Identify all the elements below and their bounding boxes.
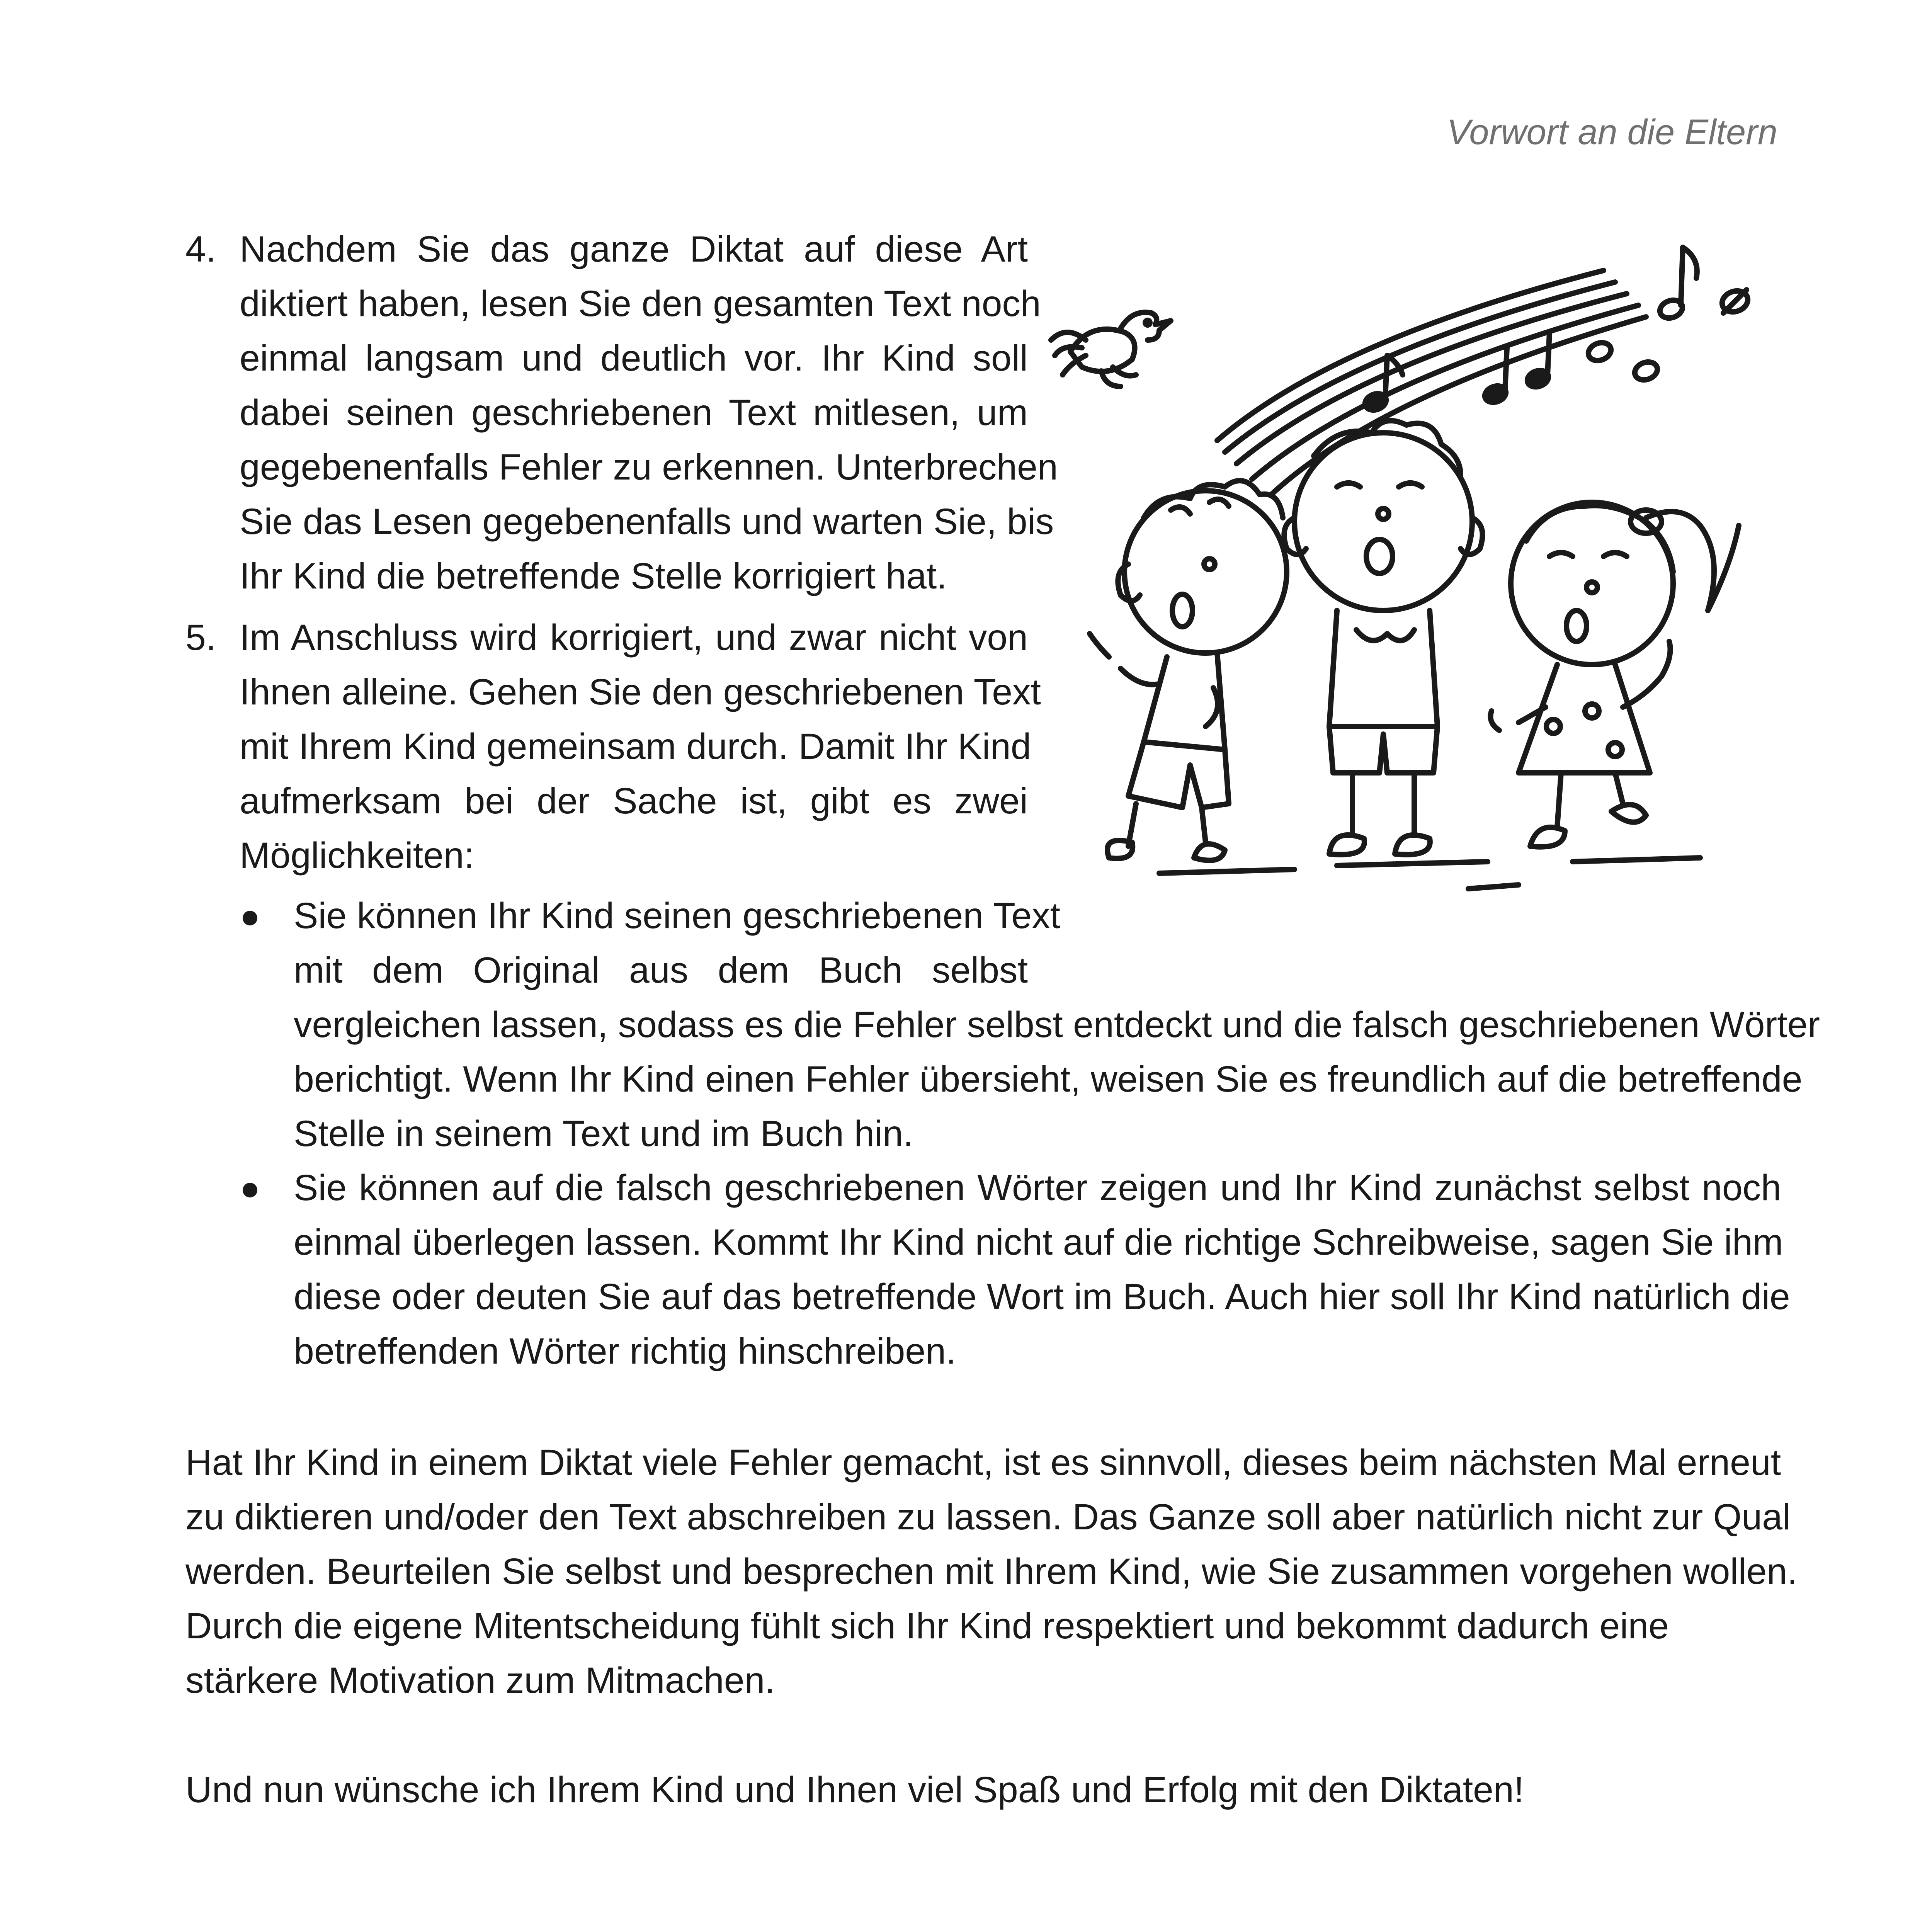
text-line: gegebenenfalls Fehler zu erkennen. Unterbrechen [240, 447, 1058, 488]
text-line: dabei seinen geschriebenen Text mitlesen, um [240, 392, 1028, 433]
text-line: Durch die eigene Mitentscheidung fühlt sich Ihr Kind respektiert und bekommt dadurch eine [185, 1605, 1669, 1646]
bullet-dot-icon [243, 1183, 257, 1197]
closing-paragraph [185, 1763, 1781, 1817]
list-number: 5. [185, 617, 216, 658]
list-item-4 [185, 222, 1058, 605]
text-line: berichtigt. Wenn Ihr Kind einen Fehler übersieht, weisen Sie es freundlich auf die betreffende [294, 1059, 1803, 1100]
text-line: Möglichkeiten: [240, 835, 474, 876]
ground-lines [1159, 858, 1700, 889]
text-line: mit dem Original aus dem Buch selbst [294, 950, 1028, 991]
text-line: werden. Beurteilen Sie selbst und besprechen mit Ihrem Kind, wie Sie zusammen vorgehen wollen. [185, 1551, 1798, 1592]
text-line: stärkere Motivation zum Mitmachen. [185, 1660, 775, 1701]
text-line: Hat Ihr Kind in einem Diktat viele Fehler gemacht, ist es sinnvoll, dieses beim nächsten Mal erneut [185, 1442, 1781, 1483]
list-item-body [240, 611, 1041, 883]
child-boy-left [1090, 481, 1287, 861]
text-line: Und nun wünsche ich Ihrem Kind und Ihnen viel Spaß und Erfolg mit den Diktaten! [185, 1769, 1524, 1810]
music-staff-icon [1217, 270, 1646, 495]
text-line: zu diktieren und/oder den Text abschreiben zu lassen. Das Ganze soll aber natürlich nicht zur Qual [185, 1497, 1791, 1537]
text-line: Ihnen alleine. Gehen Sie den geschriebenen Text [240, 672, 1041, 713]
text-line: Sie können Ihr Kind seinen geschriebenen Text [294, 895, 1061, 936]
bird-icon [1051, 312, 1171, 386]
bullet-dot-icon [243, 911, 257, 925]
text-line: Im Anschluss wird korrigiert, und zwar nicht von [240, 617, 1028, 658]
text-line: Sie können auf die falsch geschriebenen Wörter zeigen und Ihr Kind zunächst selbst noch [294, 1167, 1781, 1208]
text-line: einmal langsam und deutlich vor. Ihr Kind soll [240, 338, 1028, 379]
list-number: 4. [185, 229, 216, 270]
child-boy-middle [1284, 421, 1482, 855]
running-title: Vorwort an die Eltern [1447, 112, 1777, 152]
text-line: diese oder deuten Sie auf das betreffende Wort im Buch. Auch hier soll Ihr Kind natürlich die [294, 1276, 1790, 1317]
text-line: Ihr Kind die betreffende Stelle korrigiert hat. [240, 556, 947, 597]
text-line: betreffenden Wörter richtig hinschreiben. [294, 1331, 956, 1372]
text-line: vergleichen lassen, sodass es die Fehler selbst entdeckt und die falsch geschriebenen Wörter [294, 1004, 1820, 1045]
list-item-body [240, 222, 1058, 604]
text-line: Nachdem Sie das ganze Diktat auf diese Art [240, 229, 1028, 270]
text-line: mit Ihrem Kind gemeinsam durch. Damit Ihr Kind [240, 726, 1031, 767]
text-line: aufmerksam bei der Sache ist, gibt es zwei [240, 781, 1028, 821]
text-line: diktiert haben, lesen Sie den gesamten Text noch [240, 283, 1041, 324]
singing-children-illustration [1043, 224, 1797, 958]
body-paragraph [185, 1435, 1798, 1708]
text-line: Stelle in seinem Text und im Buch hin. [294, 1113, 913, 1154]
child-girl-right [1491, 502, 1739, 847]
list-item-5 [185, 611, 1041, 885]
text-line: einmal überlegen lassen. Kommt Ihr Kind nicht auf die richtige Schreibweise, sagen Sie ihm [294, 1222, 1783, 1263]
text-line: Sie das Lesen gegebenenfalls und warten Sie, bis [240, 501, 1054, 542]
